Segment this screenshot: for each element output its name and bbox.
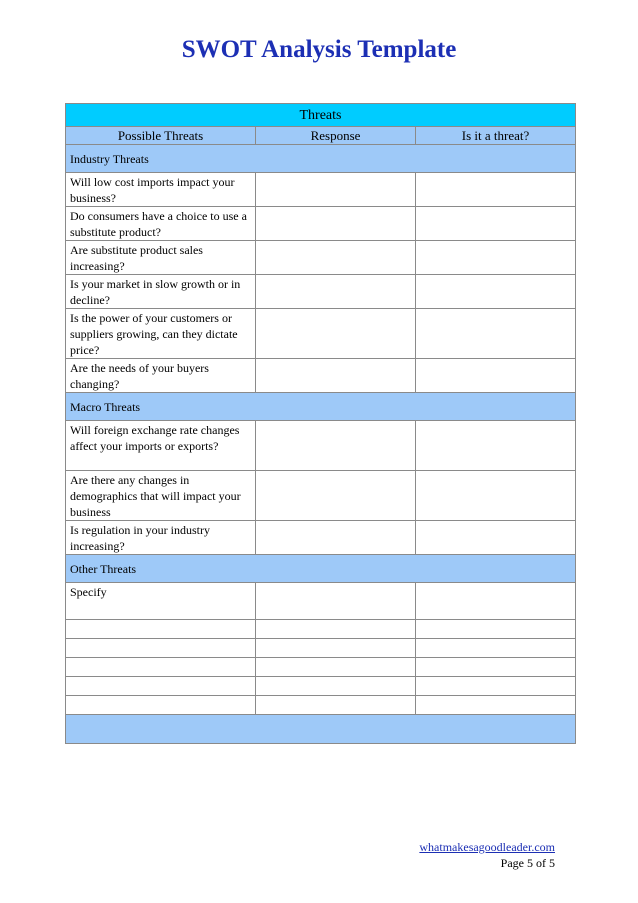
is-threat-cell[interactable]	[416, 309, 576, 359]
is-threat-cell[interactable]	[416, 421, 576, 471]
blank-cell[interactable]	[66, 696, 256, 715]
response-cell[interactable]	[256, 521, 416, 555]
question-cell: Are there any changes in demographics that will impact your business	[66, 471, 256, 521]
blank-cell[interactable]	[256, 696, 416, 715]
blank-cell[interactable]	[416, 620, 576, 639]
response-cell[interactable]	[256, 207, 416, 241]
question-cell: Are substitute product sales increasing?	[66, 241, 256, 275]
response-cell[interactable]	[256, 241, 416, 275]
blank-cell[interactable]	[416, 639, 576, 658]
response-cell[interactable]	[256, 583, 416, 620]
response-cell[interactable]	[256, 173, 416, 207]
is-threat-cell[interactable]	[416, 583, 576, 620]
response-cell[interactable]	[256, 421, 416, 471]
column-header-is-threat: Is it a threat?	[416, 127, 576, 145]
blank-cell[interactable]	[256, 658, 416, 677]
question-cell: Do consumers have a choice to use a substitute product?	[66, 207, 256, 241]
blank-cell[interactable]	[256, 639, 416, 658]
blank-cell[interactable]	[256, 620, 416, 639]
section-industry-threats: Industry Threats	[66, 145, 576, 173]
is-threat-cell[interactable]	[416, 241, 576, 275]
question-cell: Is regulation in your industry increasing?	[66, 521, 256, 555]
question-cell: Are the needs of your buyers changing?	[66, 359, 256, 393]
is-threat-cell[interactable]	[416, 471, 576, 521]
response-cell[interactable]	[256, 359, 416, 393]
section-macro-threats: Macro Threats	[66, 393, 576, 421]
footer-website-link[interactable]: whatmakesagoodleader.com	[419, 840, 555, 854]
question-cell: Will low cost imports impact your business?	[66, 173, 256, 207]
footer-page-number: Page 5 of 5	[500, 856, 555, 870]
section-other-threats: Other Threats	[66, 555, 576, 583]
is-threat-cell[interactable]	[416, 521, 576, 555]
blank-cell[interactable]	[66, 658, 256, 677]
is-threat-cell[interactable]	[416, 207, 576, 241]
response-cell[interactable]	[256, 275, 416, 309]
question-cell: Is the power of your customers or suppliers growing, can they dictate price?	[66, 309, 256, 359]
is-threat-cell[interactable]	[416, 275, 576, 309]
column-header-possible-threats: Possible Threats	[66, 127, 256, 145]
blank-cell[interactable]	[416, 677, 576, 696]
column-header-response: Response	[256, 127, 416, 145]
swot-threats-table	[65, 103, 576, 744]
blank-cell[interactable]	[66, 639, 256, 658]
blank-cell[interactable]	[416, 696, 576, 715]
question-cell: Specify	[66, 583, 256, 620]
table-footer-band	[66, 715, 576, 744]
is-threat-cell[interactable]	[416, 359, 576, 393]
question-cell: Is your market in slow growth or in decline?	[66, 275, 256, 309]
blank-cell[interactable]	[66, 620, 256, 639]
blank-cell[interactable]	[256, 677, 416, 696]
blank-cell[interactable]	[66, 677, 256, 696]
is-threat-cell[interactable]	[416, 173, 576, 207]
page-title: SWOT Analysis Template	[181, 36, 457, 63]
blank-cell[interactable]	[416, 658, 576, 677]
question-cell: Will foreign exchange rate changes affect your imports or exports?	[66, 421, 256, 471]
response-cell[interactable]	[256, 309, 416, 359]
table-heading: Threats	[66, 104, 576, 127]
response-cell[interactable]	[256, 471, 416, 521]
